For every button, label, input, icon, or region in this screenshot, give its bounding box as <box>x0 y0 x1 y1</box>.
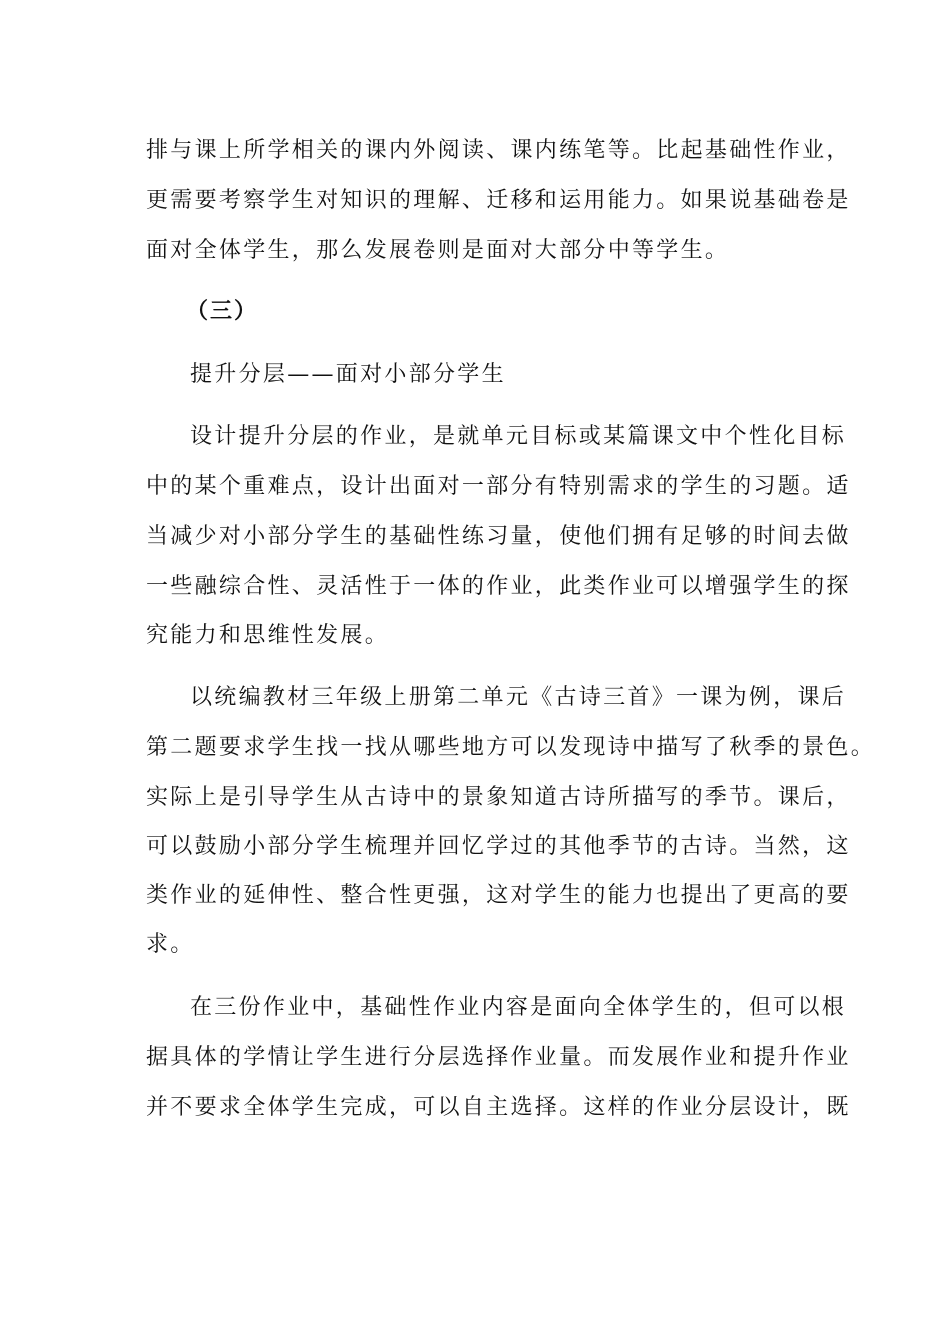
body-text-line: 实际上是引导学生从古诗中的景象知道古诗所描写的季节。课后， <box>146 785 851 810</box>
section-heading: （三） <box>186 298 259 324</box>
body-text-line: 一些融综合性、灵活性于一体的作业，此类作业可以增强学生的探 <box>146 574 851 599</box>
body-text-line: 在三份作业中，基础性作业内容是面向全体学生的，但可以根 <box>190 995 847 1020</box>
body-text-line: 类作业的延伸性、整合性更强，这对学生的能力也提出了更高的要 <box>146 883 851 908</box>
body-text-line: 并不要求全体学生完成，可以自主选择。这样的作业分层设计，既 <box>146 1095 851 1120</box>
body-text-line: 第二题要求学生找一找从哪些地方可以发现诗中描写了秋季的景色。 <box>146 735 876 760</box>
body-text-line: 更需要考察学生对知识的理解、迁移和运用能力。如果说基础卷是 <box>146 188 851 213</box>
body-text-line: 设计提升分层的作业，是就单元目标或某篇课文中个性化目标 <box>190 424 847 449</box>
body-text-line: 据具体的学情让学生进行分层选择作业量。而发展作业和提升作业 <box>146 1045 851 1070</box>
body-text-line: 以统编教材三年级上册第二单元《古诗三首》一课为例，课后 <box>190 685 847 710</box>
body-text-line: 可以鼓励小部分学生梳理并回忆学过的其他季节的古诗。当然，这 <box>146 834 851 859</box>
body-text-line: 求。 <box>146 932 195 957</box>
body-text-line: 中的某个重难点，设计出面对一部分有特别需求的学生的习题。适 <box>146 474 851 499</box>
body-text-line: 当减少对小部分学生的基础性练习量，使他们拥有足够的时间去做 <box>146 524 851 549</box>
subheading: 提升分层——面对小部分学生 <box>190 362 506 387</box>
body-text-line: 究能力和思维性发展。 <box>146 623 390 648</box>
body-text-line: 面对全体学生，那么发展卷则是面对大部分中等学生。 <box>146 238 730 263</box>
body-text-line: 排与课上所学相关的课内外阅读、课内练笔等。比起基础性作业， <box>146 138 851 163</box>
